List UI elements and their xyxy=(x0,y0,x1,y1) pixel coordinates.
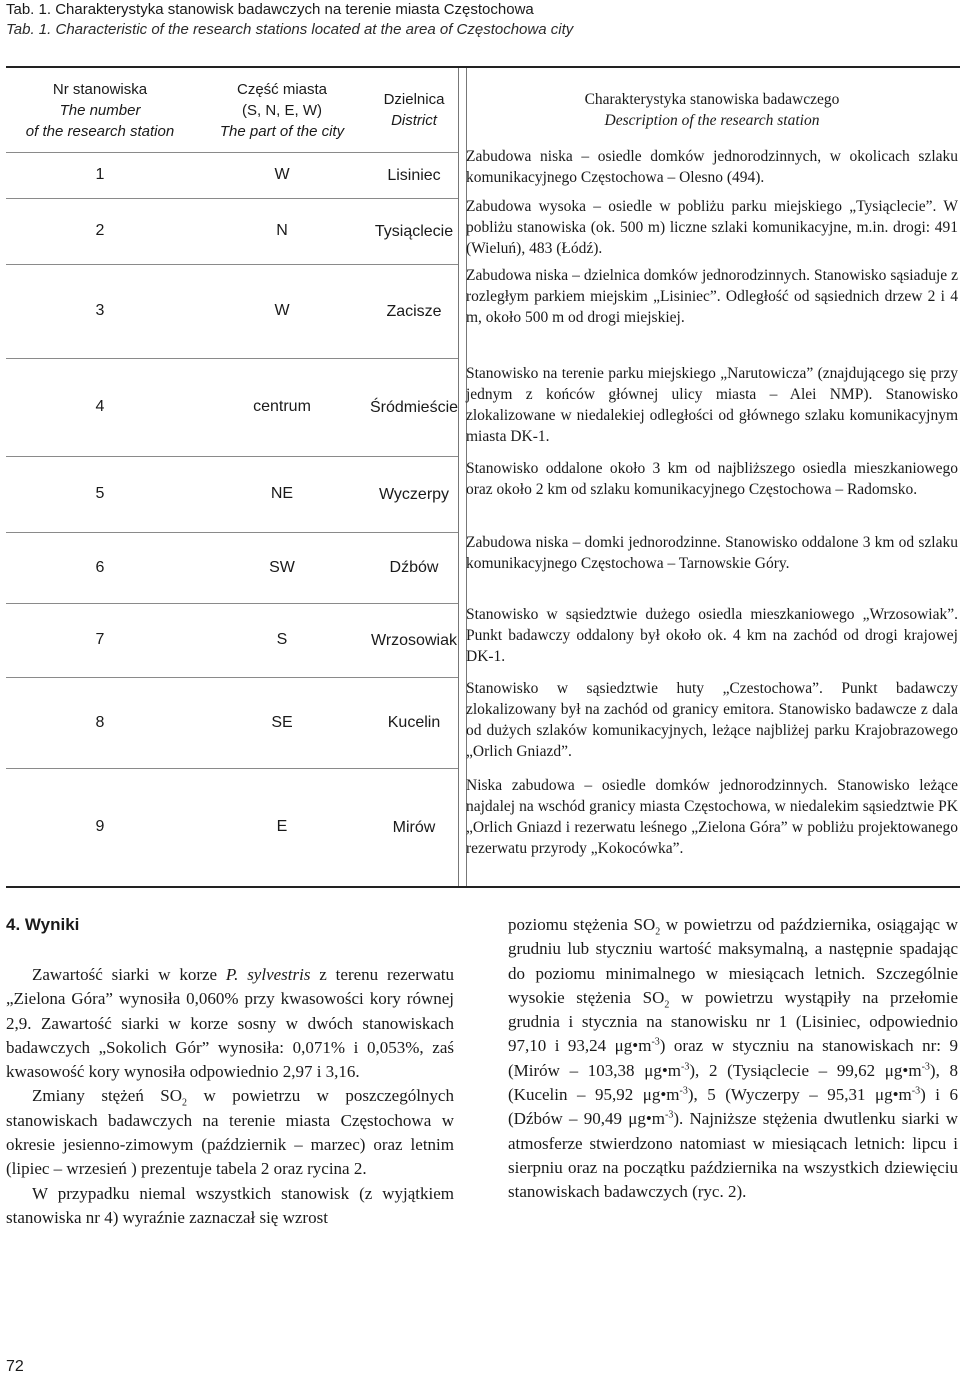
table-row xyxy=(6,532,458,603)
station-description: Niska zabudowa – osiedle domków jednorodzinnych. Stanowisko leżące najdalej na wschód granicy miasta Częstochowa, w niedalekim sąsiedztwie PK „Orlich Gniazd i rezerwatu leśnego „Zielona Góra” w pobliżu projektowanego rezerwatu przyrody „Kokocówka”. xyxy=(466,777,958,857)
station-number: 8 xyxy=(95,713,105,731)
table-row xyxy=(6,768,458,886)
header-description: Charakterystyka stanowiska badawczego Description of the research station xyxy=(584,91,840,129)
station-description: Stanowisko oddalone około 3 km od najbliższego osiedla mieszkaniowego oraz około 2 km od szlaku komunikacyjnego Częstochowa – Radomsko. xyxy=(466,460,958,498)
station-number: 9 xyxy=(95,818,105,835)
paragraph: W przypadku niemal wszystkich stanowisk (z wyjątkiem stanowiska nr 4) wyraźnie zaznaczał się wzrost xyxy=(6,1183,454,1227)
paragraph: poziomu stężenia $SO_2$ w powietrzu od października, osiągając w grudniu lub styczniu wartość maksymalną, a następnie spadając do poziomu minimalnego w miesiącach letnich. Szczególnie wysokie stężenia $SO_2$ w powietrzu wystąpiły na przełomie grudnia i stycznia na stanowisku nr 1 (Lisiniec, odpowiednio 97,10 i 93,24 $\mu g•m^{-3}$) oraz w styczniu na stanowiskach nr: 9 (Mirów – 103,38 $\mu g•m^{-3}$), 2 (Tysiąclecie – 99,62 $\mu g•m^{-3}$), 8 (Kucelin – 95,92 $\mu g•m^{-3}$), 5 (Wyczerpy – 95,31 $\mu g•m^{-3}$) i 6 (Dźbów – 90,49 $\mu g•m^{-3}$). Najniższe stężenia dwutlenku siarki w atmosferze stwierdzono natomiast w miesiącach letnich: lipcu i sierpniu oraz na początku października na wszystkich dziewięciu stanowiskach badawczych (ryc. 2). xyxy=(508,915,959,1202)
station-number: 7 xyxy=(95,631,105,648)
station-number: 4 xyxy=(95,398,105,415)
city-part: N xyxy=(276,222,288,239)
district: Wyczerpy xyxy=(378,485,450,503)
station-number: 3 xyxy=(95,302,105,319)
station-number: 2 xyxy=(95,222,105,239)
district: Śródmieście xyxy=(370,398,459,416)
city-part: NE xyxy=(270,485,294,502)
district: Wrzosowiak xyxy=(371,631,457,649)
station-number: 1 xyxy=(95,166,105,183)
city-part: W xyxy=(274,302,290,319)
header-city-part: Część miasta (S, N, E, W) The part of the city xyxy=(219,80,345,140)
column-divider xyxy=(458,68,459,886)
table-caption-en: Tab. 1. Characteristic of the research stations located at the area of Częstochowa city xyxy=(6,21,574,38)
header-district: Dzielnica District xyxy=(383,91,445,129)
table-row xyxy=(6,152,458,198)
city-part: W xyxy=(274,166,290,183)
header-station: Nr stanowiska The number of the research station xyxy=(25,80,175,140)
station-description: Zabudowa niska – osiedle domków jednorodzinnych, w okolicach szlaku komunikacyjnego Częstochowa – Olesno (494). xyxy=(466,148,958,186)
stations-table xyxy=(6,66,960,888)
table-bottom-rule xyxy=(6,886,960,888)
station-description: Stanowisko w sąsiedztwie huty „Czestochowa”. Punkt badawczy zlokalizowany był na zachód od granicy emitora. Stanowisko badawcze z dala od dużych szlaków komunikacyjnych, leżące najbliżej parku Krajobrazowego „Orlich Gniazd”. xyxy=(466,680,958,760)
district: Dźbów xyxy=(389,559,439,576)
district: Lisiniec xyxy=(387,166,441,184)
paragraph: Zmiany stężeń $SO_2$ w powietrzu w poszczególnych stanowiskach badawczych na terenie miasta Częstochowa w okresie jesienno-zimowym (październik – marzec) oraz letnim (lipiec – wrzesień ) prezentuje tabela 2 oraz rycina 2. xyxy=(6,1086,454,1179)
district: Zacisze xyxy=(386,302,442,320)
text-column-left xyxy=(6,963,454,1230)
city-part: centrum xyxy=(253,398,311,415)
text-column-right xyxy=(508,913,958,1205)
page-number: 72 xyxy=(6,1358,24,1375)
table-row xyxy=(6,264,458,358)
table-row xyxy=(6,456,458,532)
city-part: E xyxy=(276,818,288,835)
section-heading: 4. Wyniki xyxy=(6,915,80,934)
table-caption-pl: Tab. 1. Charakterystyka stanowisk badawczych na terenie miasta Częstochowa xyxy=(6,1,534,18)
table-row xyxy=(6,358,458,456)
paragraph: Zawartość siarki w korze P. sylvestris z terenu rezerwatu „Zielona Góra” wynosiła 0,060% przy kwasowości kory równej 2,9. Zawartość siarki w korze sosny w dwóch stanowiskach badawczych „Sokolich Gór” wynosiła: 0,071% i 0,053%, zaś kwasowość kory wynosiła odpowiednio 2,97 i 3,16. xyxy=(6,965,454,1082)
city-part: S xyxy=(276,631,288,648)
district: Kucelin xyxy=(387,714,441,731)
table-row xyxy=(6,677,458,768)
table-row xyxy=(6,603,458,677)
station-description: Stanowisko w sąsiedztwie dużego osiedla mieszkaniowego „Wrzosowiak”. Punkt badawczy oddalony był około ok. 4 km na zachód od drogi krajowej DK-1. xyxy=(466,606,958,665)
table-row xyxy=(6,198,458,264)
station-number: 5 xyxy=(95,485,105,502)
station-description: Zabudowa niska – domki jednorodzinne. Stanowisko oddalone 3 km od szlaku komunikacyjnego Częstochowa – Tarnowskie Góry. xyxy=(466,534,958,572)
city-part: SE xyxy=(271,713,293,731)
station-description: Zabudowa wysoka – osiedle w pobliżu parku miejskiego „Tysiąclecie”. W pobliżu stanowiska (ok. 500 m) liczne szlaki komunikacyjne, m.in. drogi: 491 (Wieluń), 483 (Łódź). xyxy=(466,198,958,257)
city-part: SW xyxy=(269,558,295,576)
district: Tysiąclecie xyxy=(374,222,454,240)
district: Mirów xyxy=(392,818,436,836)
station-number: 6 xyxy=(95,558,105,576)
station-description: Stanowisko na terenie parku miejskiego „Narutowicza” (znajdującego się przy jednym z końców głównej ulicy miasta – Alei NMP). Stanowisko zlokalizowane w niedalekiej odległości od głównego szlaku komunikacyjnym miasta DK-1. xyxy=(466,365,958,445)
station-description: Zabudowa niska – dzielnica domków jednorodzinnych. Stanowisko sąsiaduje z rozległym parkiem miejskim „Lisiniec”. Odległość od sąsiednich drzew 2 i 4 m, około 500 m od drogi miejskiej. xyxy=(466,267,958,326)
